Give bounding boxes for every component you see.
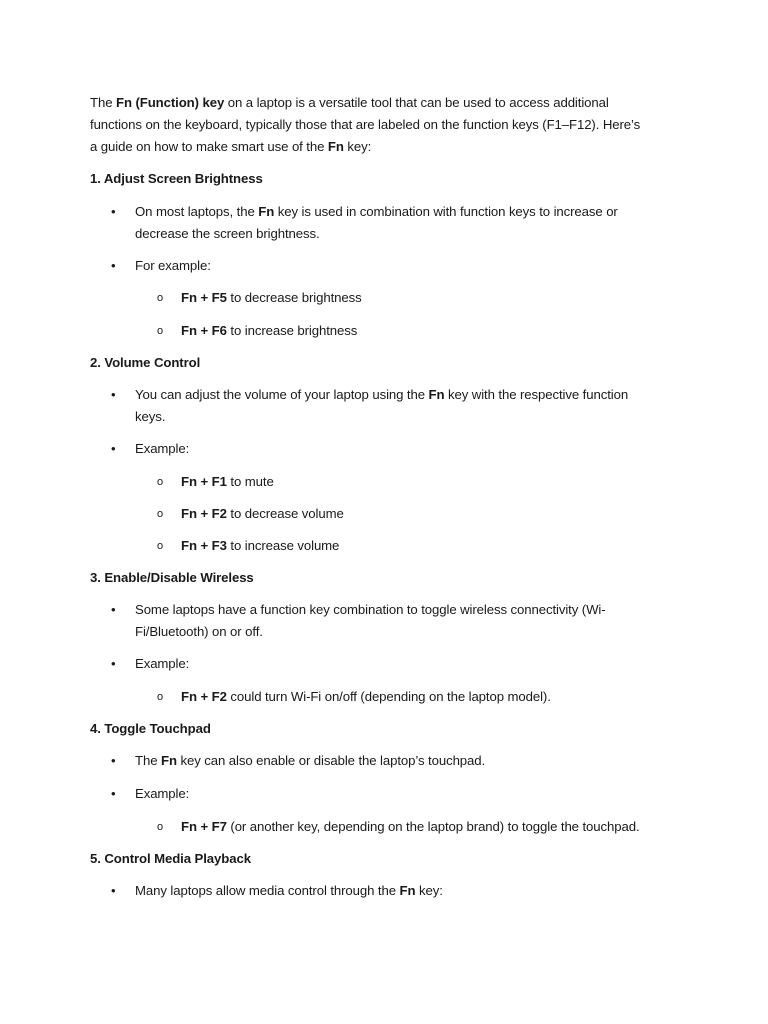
list-item-text: Some laptops have a function key combination to toggle wireless connectivity (Wi- bbox=[135, 602, 606, 617]
intro-text-1: The bbox=[90, 95, 116, 110]
intro-bold-fn: Fn bbox=[327, 139, 344, 154]
bullet-icon: • bbox=[111, 786, 116, 801]
bullet-icon: • bbox=[111, 883, 116, 898]
sub-list-item-text: to increase volume bbox=[226, 538, 340, 553]
list-item-text: Fi/Bluetooth) on or off. bbox=[135, 624, 263, 639]
list-item-bold: Fn bbox=[399, 883, 416, 898]
list-item bbox=[90, 599, 690, 643]
list-item bbox=[90, 438, 690, 460]
circle-bullet-icon: o bbox=[157, 821, 164, 833]
list-item-text: For example: bbox=[135, 258, 211, 273]
shortcut-keys: Fn + F7 bbox=[181, 819, 227, 834]
section-heading-touchpad: 4. Toggle Touchpad bbox=[90, 721, 211, 736]
list-item bbox=[90, 653, 690, 675]
sub-list-item bbox=[90, 535, 690, 557]
section-heading-media: 5. Control Media Playback bbox=[90, 851, 251, 866]
list-item-bold: Fn bbox=[161, 753, 177, 768]
intro-text-2: on a laptop is a versatile tool that can be used to access additional bbox=[224, 95, 609, 110]
shortcut-keys: Fn + F6 bbox=[181, 323, 227, 338]
sub-list-item bbox=[90, 816, 690, 838]
list-item-text: Example: bbox=[135, 786, 190, 801]
document-page bbox=[90, 92, 690, 902]
circle-bullet-icon: o bbox=[157, 476, 164, 488]
circle-bullet-icon: o bbox=[157, 540, 164, 552]
sub-list-item-text: to decrease volume bbox=[226, 506, 344, 521]
list-item-text: The bbox=[135, 753, 161, 768]
list-item bbox=[90, 255, 690, 277]
circle-bullet-icon: o bbox=[157, 508, 164, 520]
list-item-text: key can also enable or disable the laptop’s touchpad. bbox=[176, 753, 486, 768]
list-item bbox=[90, 880, 690, 902]
bullet-icon: • bbox=[111, 258, 116, 273]
bullet-icon: • bbox=[111, 204, 116, 219]
list-item-bold: Fn bbox=[258, 204, 275, 219]
sub-list-item-text: to mute bbox=[226, 474, 274, 489]
list-item-text: Many laptops allow media control through the bbox=[135, 883, 400, 898]
section-heading-wireless: 3. Enable/Disable Wireless bbox=[90, 570, 254, 585]
list-item-bold: Fn bbox=[428, 387, 445, 402]
intro-text-3: a guide on how to make smart use of the bbox=[90, 139, 328, 154]
sub-list-item bbox=[90, 503, 690, 525]
sub-list-item-text: (or another key, depending on the laptop brand) to toggle the touchpad. bbox=[226, 819, 640, 834]
sub-list-item-text: could turn Wi-Fi on/off (depending on the laptop model). bbox=[226, 689, 551, 704]
circle-bullet-icon: o bbox=[157, 691, 164, 703]
intro-text-4: key: bbox=[343, 139, 372, 154]
list-item-text: You can adjust the volume of your laptop using the bbox=[135, 387, 429, 402]
circle-bullet-icon: o bbox=[157, 325, 164, 337]
shortcut-keys: Fn + F2 bbox=[181, 506, 227, 521]
list-item bbox=[90, 783, 690, 805]
sub-list-item bbox=[90, 287, 690, 309]
bullet-icon: • bbox=[111, 753, 116, 768]
bullet-icon: • bbox=[111, 387, 116, 402]
intro-paragraph bbox=[90, 92, 690, 158]
shortcut-keys: Fn + F3 bbox=[181, 538, 227, 553]
list-item bbox=[90, 384, 690, 428]
list-item-text: Example: bbox=[135, 656, 190, 671]
sub-list-item-text: to decrease brightness bbox=[226, 290, 362, 305]
section-heading-brightness: 1. Adjust Screen Brightness bbox=[90, 171, 263, 186]
sub-list-item bbox=[90, 320, 690, 342]
list-item-text: Example: bbox=[135, 441, 190, 456]
bullet-icon: • bbox=[111, 602, 116, 617]
list-item bbox=[90, 750, 690, 772]
intro-bold-fn-function-key: Fn (Function) key bbox=[116, 95, 225, 110]
shortcut-keys: Fn + F2 bbox=[181, 689, 227, 704]
bullet-icon: • bbox=[111, 441, 116, 456]
list-item-text: keys. bbox=[135, 409, 166, 424]
list-item-text: key is used in combination with function keys to increase or bbox=[274, 204, 618, 219]
list-item-text: key with the respective function bbox=[444, 387, 629, 402]
list-item-text: decrease the screen brightness. bbox=[135, 226, 320, 241]
intro-text-line2: functions on the keyboard, typically those that are labeled on the function keys (F1–F12). Here’s bbox=[90, 117, 641, 132]
list-item-text: On most laptops, the bbox=[135, 204, 259, 219]
sub-list-item bbox=[90, 686, 690, 708]
list-item bbox=[90, 201, 690, 245]
bullet-icon: • bbox=[111, 656, 116, 671]
shortcut-keys: Fn + F5 bbox=[181, 290, 227, 305]
list-item-text: key: bbox=[415, 883, 443, 898]
section-heading-volume: 2. Volume Control bbox=[90, 355, 201, 370]
shortcut-keys: Fn + F1 bbox=[181, 474, 227, 489]
circle-bullet-icon: o bbox=[157, 292, 164, 304]
sub-list-item-text: to increase brightness bbox=[226, 323, 358, 338]
sub-list-item bbox=[90, 471, 690, 493]
